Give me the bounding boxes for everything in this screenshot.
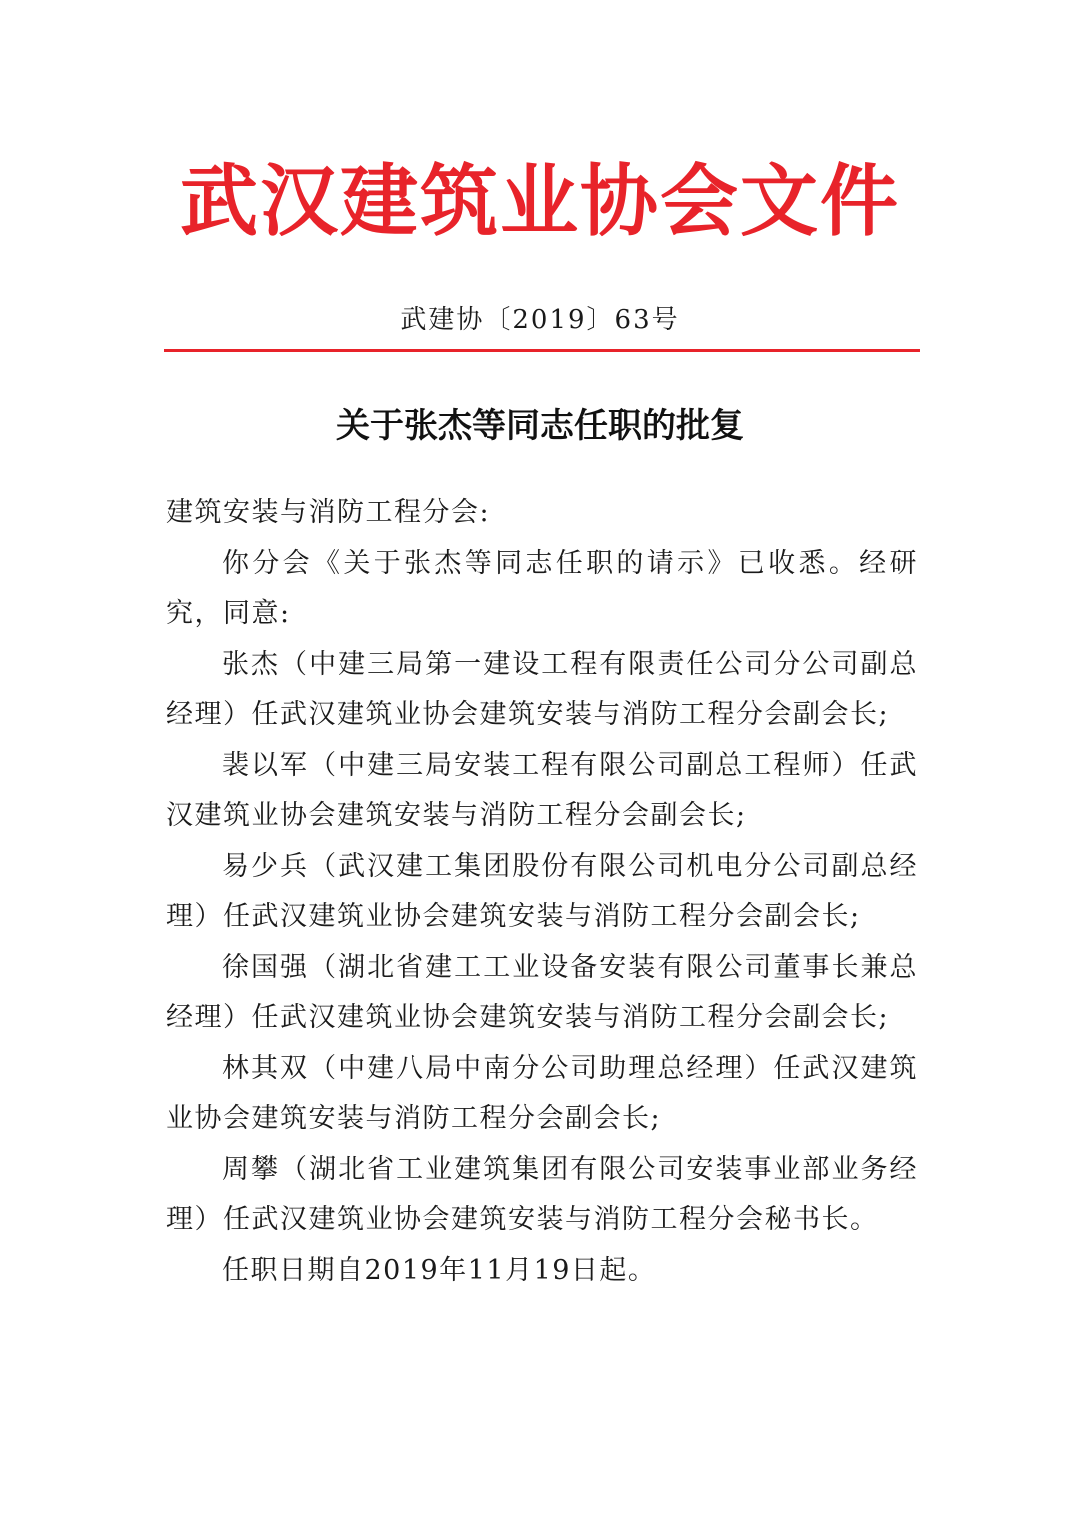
paragraph-appointment: 林其双（中建八局中南分公司助理总经理）任武汉建筑业协会建筑安装与消防工程分会副会长;	[166, 1052, 918, 1134]
paragraph-effective-date: 任职日期自2019年11月19日起。	[222, 1254, 657, 1286]
paragraph-intro: 你分会《关于张杰等同志任职的请示》已收悉。经研究，同意:	[166, 547, 918, 629]
paragraph-appointment: 徐国强（湖北省建工工业设备安装有限公司董事长兼总经理）任武汉建筑业协会建筑安装与消防工程分会副会长;	[166, 951, 918, 1033]
document-title: 关于张杰等同志任职的批复	[336, 406, 744, 446]
paragraph-appointment: 易少兵（武汉建工集团股份有限公司机电分公司副总经理）任武汉建筑业协会建筑安装与消防工程分会副会长;	[166, 850, 918, 932]
document-number: 武建协〔2019〕63号	[400, 305, 680, 335]
paragraph-appointment: 张杰（中建三局第一建设工程有限责任公司分公司副总经理）任武汉建筑业协会建筑安装与消防工程分会副会长;	[166, 648, 918, 730]
paragraph-appointment: 裴以军（中建三局安装工程有限公司副总工程师）任武汉建筑业协会建筑安装与消防工程分会副会长;	[166, 749, 918, 831]
masthead-title: 武汉建筑业协会文件	[179, 157, 900, 247]
document-body	[166, 488, 918, 1296]
paragraph-appointment: 周攀（湖北省工业建筑集团有限公司安装事业部业务经理）任武汉建筑业协会建筑安装与消防工程分会秘书长。	[166, 1153, 918, 1235]
red-divider-line	[164, 349, 920, 352]
recipient-line: 建筑安装与消防工程分会:	[166, 497, 491, 528]
